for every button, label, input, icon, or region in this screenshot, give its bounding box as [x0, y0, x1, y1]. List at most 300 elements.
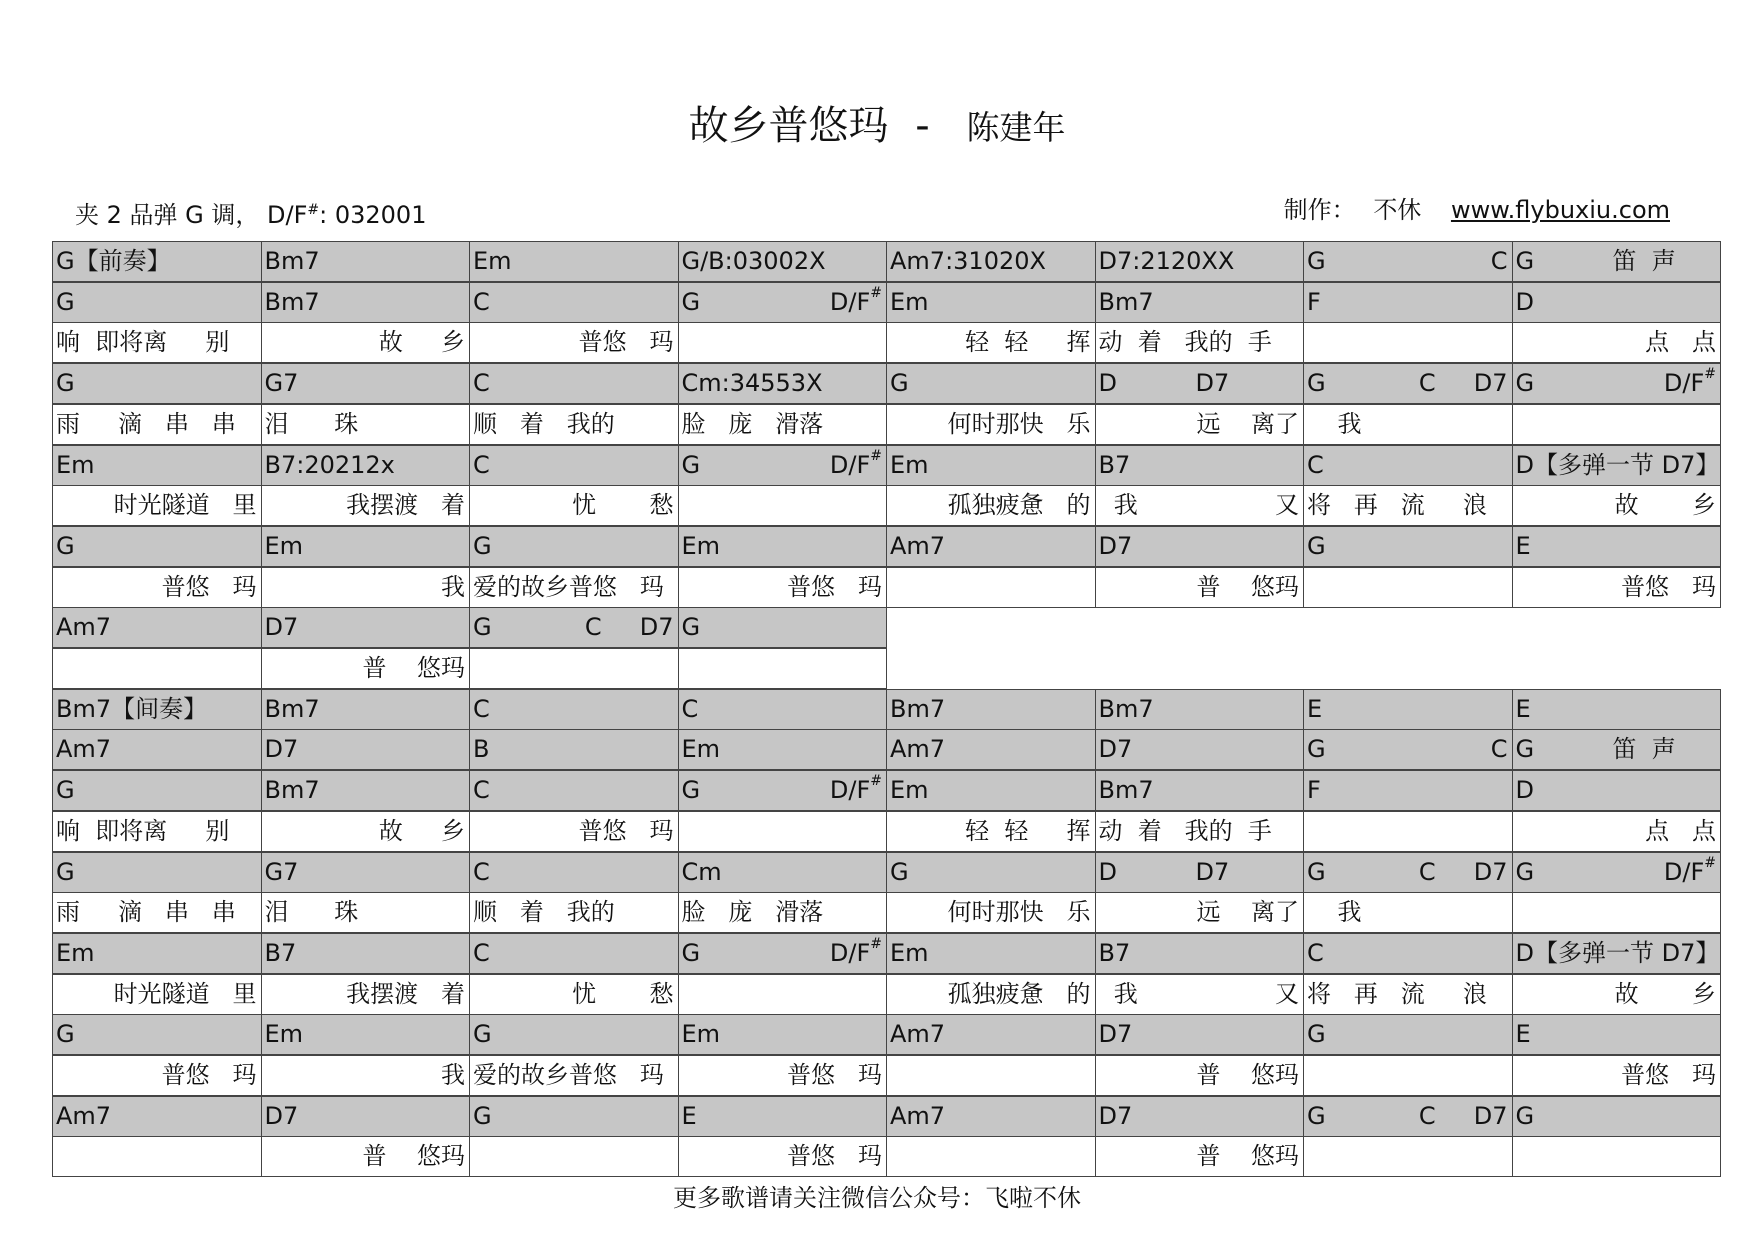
chord-label: C [473, 694, 490, 723]
chord-cell [678, 689, 888, 730]
chord-label: F [1307, 287, 1321, 316]
fingering-text: : 032001 [319, 201, 427, 229]
lyric-right-text [1196, 1056, 1299, 1095]
lyric-right-text [1621, 568, 1716, 607]
lyric-right-text [1196, 893, 1299, 932]
lyric-right-text [572, 486, 673, 525]
chord-label: Cm [681, 857, 722, 886]
chord-label: Em [890, 450, 929, 479]
capo-text: 夹 2 品弹 G 调， D/F [75, 201, 308, 229]
chord-label: Am7 [56, 735, 112, 764]
chord-right-label [1419, 853, 1508, 892]
chord-label: G [56, 287, 75, 316]
lyric-cell [1303, 1136, 1513, 1177]
right-text: 忧 愁 [572, 491, 674, 520]
lyric-cell [678, 1136, 888, 1177]
right-text: 点 点 [1645, 816, 1716, 845]
chord-cell [678, 1014, 888, 1055]
lyric-text: 雨 滴 串 串 [56, 409, 236, 438]
chord-cell [52, 282, 262, 323]
chord-label: Em [890, 776, 929, 805]
chord-cell [1303, 445, 1513, 486]
lyric-cell [52, 892, 262, 933]
chord-cell [1303, 933, 1513, 974]
chord-label: Em [681, 531, 721, 560]
lyric-right-text [114, 975, 257, 1014]
chord-label: Em [890, 287, 929, 316]
lyric-right-text [1621, 1056, 1716, 1095]
chord-cell [886, 1014, 1096, 1055]
lyric-cell [469, 892, 679, 933]
lyric-right-text [441, 1056, 465, 1095]
chord-cell [1303, 241, 1513, 282]
lyric-cell [1512, 567, 1722, 608]
lyric-right-text [346, 486, 465, 525]
lyric-right-text [965, 812, 1090, 851]
chord-cell [261, 933, 471, 974]
lyric-cell [261, 567, 471, 608]
chord-cell [469, 445, 679, 486]
lyric-right-text [379, 323, 465, 362]
lyric-cell [469, 485, 679, 526]
chord-label: Bm7 [1098, 694, 1154, 723]
chord-cell [1095, 1096, 1305, 1137]
right-text: 我 [441, 572, 465, 601]
lyric-cell [1095, 811, 1305, 852]
chord-cell [1512, 729, 1722, 770]
chord-label: G【前奏】 [56, 247, 171, 275]
lyric-cell [261, 1055, 471, 1096]
chord-label: G [1307, 1101, 1326, 1130]
chord-cell [678, 770, 888, 811]
chord-cell [886, 1096, 1096, 1137]
chord-label: E [1515, 694, 1531, 723]
lyric-cell [1303, 567, 1513, 608]
right-text: 普悠 玛 [787, 1142, 882, 1171]
right-text: D/F [829, 776, 871, 805]
right-text: 点 点 [1645, 328, 1716, 357]
chord-label: C [473, 450, 490, 479]
lyric-text: 我 [1307, 409, 1362, 438]
lyric-cell [1095, 892, 1305, 933]
mid-label: D7 [1195, 369, 1230, 398]
lyric-text: 顺 着 我的 [473, 409, 615, 438]
lyric-cell [1303, 404, 1513, 445]
chord-label: Bm7 [264, 287, 320, 316]
chord-cell [52, 689, 262, 730]
lyric-cell [1512, 892, 1722, 933]
chord-cell [52, 241, 262, 282]
right-text: 普 悠玛 [1196, 1061, 1299, 1089]
lyric-right-text [787, 568, 882, 607]
chord-label: D [1515, 776, 1534, 805]
lyric-text: 我 [1307, 898, 1362, 927]
chord-label: B [473, 735, 490, 764]
chord-cell [678, 852, 888, 893]
right-text: C D7 [1418, 857, 1508, 886]
chord-label: G [1515, 247, 1535, 275]
right-text: 普悠 玛 [161, 1061, 257, 1089]
chord-label: D【多弹一节 D7】 [1515, 450, 1720, 479]
chord-label: G [56, 369, 75, 398]
right-text: C D7 [584, 613, 674, 642]
lyric-cell [52, 1055, 262, 1096]
lyric-cell [469, 1136, 679, 1177]
capo-info [75, 193, 426, 232]
chord-label: Bm7 [264, 247, 320, 275]
lyric-right-text [1645, 812, 1716, 851]
chord-label: G [56, 776, 75, 805]
right-text: D/F [1663, 369, 1705, 398]
chord-cell [1095, 933, 1305, 974]
chord-label: G [1307, 735, 1326, 764]
chord-cell [469, 282, 679, 323]
footer-note: 更多歌谱请关注微信公众号：飞啦不休 [673, 1184, 1081, 1212]
chord-label: Em [264, 531, 304, 560]
chord-cell [678, 933, 888, 974]
lyric-cell [1095, 974, 1305, 1015]
lyric-cell [261, 322, 471, 363]
sharp-sign: # [870, 447, 882, 464]
chord-label: Am7 [890, 735, 946, 764]
chord-label: G [1307, 857, 1326, 886]
chord-label: Bm7 [264, 776, 320, 805]
chord-label: G [681, 938, 701, 967]
lyric-cell [1095, 1055, 1305, 1096]
chord-label: C [1307, 938, 1324, 967]
chord-label: G [1307, 531, 1326, 560]
chord-cell [261, 1014, 471, 1055]
chord-label: G7 [264, 857, 299, 886]
chord-cell [261, 282, 471, 323]
right-text: 普 悠玛 [1196, 572, 1299, 601]
chord-label: G [681, 776, 701, 805]
lyric-cell [678, 485, 888, 526]
chord-cell [678, 1096, 888, 1137]
chord-label: G [1307, 247, 1326, 275]
chord-label: C [1307, 450, 1324, 479]
chord-label: Am7:31020X [890, 247, 1046, 275]
chord-cell [1512, 241, 1722, 282]
lyric-cell [469, 322, 679, 363]
chord-cell [886, 729, 1096, 770]
lyric-cell [1512, 485, 1722, 526]
lyric-right-text [379, 812, 465, 851]
lyric-cell [1095, 404, 1305, 445]
right-text: 普 悠玛 [362, 1142, 465, 1171]
chord-label: G [1307, 1020, 1326, 1049]
chord-label: D7 [1098, 1101, 1133, 1130]
chord-cell [886, 933, 1096, 974]
chord-label: G [1515, 369, 1535, 398]
lyric-text: 雨 滴 串 串 [56, 898, 236, 927]
chord-label: G [1307, 369, 1326, 398]
sharp-sign: # [1704, 854, 1716, 871]
lyric-right-text [948, 975, 1091, 1014]
chord-cell [1303, 282, 1513, 323]
chord-label: B7 [1098, 938, 1131, 967]
right-text: 又 [1275, 979, 1299, 1008]
chord-label: E [1515, 1020, 1531, 1049]
lyric-text: 泪 珠 [264, 409, 359, 438]
chord-label: B7 [264, 938, 297, 967]
right-text: 何时那快 乐 [947, 409, 1091, 438]
lyric-right-text [948, 405, 1091, 444]
chord-cell [1512, 689, 1722, 730]
chord-cell [469, 1014, 679, 1055]
chord-label: Em [681, 735, 721, 764]
lyric-text: 响 即将离 别 [56, 328, 230, 357]
chord-right-label [585, 608, 674, 647]
lyric-cell [1095, 1136, 1305, 1177]
lyric-right-text [787, 1137, 882, 1176]
chord-cell [1512, 282, 1722, 323]
lyric-text: 爱的故乡普悠 玛 [473, 572, 664, 601]
chord-cell [886, 241, 1096, 282]
chord-cell [678, 363, 888, 404]
chord-cell [1095, 852, 1305, 893]
right-text: 故 乡 [1614, 491, 1716, 520]
maker-label: 制作： [1283, 196, 1356, 224]
chord-cell [1303, 1096, 1513, 1137]
lyric-cell [469, 1055, 679, 1096]
sharp-sign: # [870, 935, 882, 952]
lyric-cell [1303, 485, 1513, 526]
title-text: 故乡普悠玛 [688, 103, 889, 149]
right-text: 故 乡 [1614, 979, 1716, 1008]
right-text: 普 悠玛 [362, 654, 465, 682]
chord-label: Bm7 [1098, 776, 1154, 805]
chord-cell [1095, 1014, 1305, 1055]
lyric-right-text [1645, 323, 1716, 362]
lyric-cell [678, 648, 888, 689]
right-text: C [1490, 735, 1508, 764]
chord-cell [469, 1096, 679, 1137]
chord-cell [1512, 852, 1722, 893]
lyric-cell [469, 648, 679, 689]
chord-cell [886, 445, 1096, 486]
website-link[interactable]: www.flybuxiu.com [1450, 196, 1670, 224]
right-text: 普悠 玛 [787, 572, 882, 601]
chord-label: E [681, 1101, 697, 1130]
lyric-text: 响 即将离 别 [56, 816, 230, 845]
right-text: 我 [441, 1061, 465, 1089]
right-text: D/F [1663, 857, 1705, 886]
right-text: C D7 [1418, 369, 1508, 398]
chord-cell [678, 526, 888, 567]
lyric-cell [261, 974, 471, 1015]
chord-label: C [473, 776, 490, 805]
chord-sheet [52, 241, 1720, 1171]
song-title [0, 98, 1754, 156]
lyric-cell [886, 1136, 1096, 1177]
chord-cell [261, 1096, 471, 1137]
chord-cell [52, 363, 262, 404]
chord-label: G [681, 613, 701, 642]
chord-cell [469, 526, 679, 567]
chord-cell [469, 933, 679, 974]
chord-label: Bm7 [264, 694, 320, 723]
right-text: 时光隧道 里 [113, 491, 257, 520]
chord-cell [1095, 363, 1305, 404]
lyric-cell [678, 1055, 888, 1096]
chord-label: G [473, 613, 492, 642]
lyric-cell [1095, 322, 1305, 363]
chord-cell [261, 852, 471, 893]
chord-label: Bm7 [890, 694, 946, 723]
chord-label: D [1098, 369, 1117, 398]
right-text: 普悠 玛 [787, 1061, 882, 1089]
chord-cell [52, 770, 262, 811]
chord-cell [52, 607, 262, 648]
title-separator: - [915, 103, 930, 149]
chord-cell [1303, 689, 1513, 730]
lyric-cell [261, 648, 471, 689]
chord-label: D7 [1098, 735, 1133, 764]
right-text: 普悠 玛 [1621, 1061, 1716, 1089]
lyric-cell [1512, 811, 1722, 852]
lyric-text: 脸 庞 滑落 [681, 898, 824, 927]
right-text: 轻 轻 挥 [965, 816, 1091, 845]
lyric-cell [678, 322, 888, 363]
chord-cell [1303, 363, 1513, 404]
lyric-right-text [1275, 975, 1299, 1014]
lyric-cell [52, 485, 262, 526]
mid-label: D7 [1195, 857, 1230, 886]
maker-info [1284, 193, 1670, 227]
chord-label: Cm:34553X [681, 369, 823, 398]
chord-label: Em [473, 247, 512, 275]
chord-label: D【多弹一节 D7】 [1515, 938, 1720, 967]
chord-label: D [1098, 857, 1117, 886]
lyric-cell [1303, 1055, 1513, 1096]
mid-label: 笛 声 [1612, 247, 1676, 275]
right-text: 我摆渡 着 [346, 979, 465, 1008]
lyric-cell [678, 567, 888, 608]
chord-right-label [830, 934, 882, 973]
chord-label: E [1307, 694, 1323, 723]
lyric-cell [1095, 485, 1305, 526]
chord-cell [52, 933, 262, 974]
chord-label: C [681, 694, 699, 723]
chord-label: Em [890, 938, 929, 967]
chord-right-label [1664, 364, 1716, 403]
lyric-cell [678, 892, 888, 933]
chord-label: G [473, 1020, 492, 1049]
right-text: 孤独疲惫 的 [947, 979, 1091, 1008]
lyric-right-text [1615, 975, 1716, 1014]
chord-cell [678, 445, 888, 486]
chord-cell [886, 770, 1096, 811]
chord-label: B7 [1098, 450, 1131, 479]
chord-label: Bm7 [1098, 287, 1154, 316]
chord-cell [886, 526, 1096, 567]
right-text: 故 乡 [378, 816, 465, 845]
chord-right-label [830, 446, 882, 485]
chord-label: G [681, 450, 701, 479]
lyric-cell [886, 811, 1096, 852]
chord-cell [678, 607, 888, 648]
right-text: 普悠 玛 [1621, 572, 1716, 601]
right-text: 远 离了 [1196, 409, 1299, 438]
lyric-right-text [346, 975, 465, 1014]
chord-label: Em [56, 450, 95, 479]
right-text: 普悠 玛 [578, 328, 674, 357]
lyric-right-text [362, 1137, 465, 1176]
lyric-cell [261, 1136, 471, 1177]
sharp-sign: # [1704, 366, 1716, 383]
chord-label: G [1515, 735, 1535, 764]
lyric-cell [469, 404, 679, 445]
chord-cell [1512, 526, 1722, 567]
lyric-cell [469, 811, 679, 852]
chord-cell [1303, 526, 1513, 567]
right-text: 轻 轻 挥 [965, 328, 1091, 357]
chord-cell [469, 241, 679, 282]
chord-cell [1095, 282, 1305, 323]
lyric-cell [886, 485, 1096, 526]
chord-cell [52, 1014, 262, 1055]
lyric-cell [52, 322, 262, 363]
lyric-right-text [1275, 486, 1299, 525]
lyric-cell [1095, 567, 1305, 608]
lyric-text: 我 [1098, 491, 1138, 520]
lyric-cell [52, 567, 262, 608]
chord-label: C [473, 287, 490, 316]
maker-name: 不休 [1373, 196, 1422, 224]
chord-cell [469, 770, 679, 811]
chord-label: D7 [264, 735, 299, 764]
chord-cell [1303, 852, 1513, 893]
lyric-right-text [579, 812, 674, 851]
chord-cell [261, 607, 471, 648]
lyric-cell [678, 811, 888, 852]
lyric-text: 脸 庞 滑落 [681, 409, 824, 438]
chord-cell [1095, 241, 1305, 282]
chord-cell [678, 282, 888, 323]
chord-label: C [473, 938, 490, 967]
chord-cell [678, 241, 888, 282]
chord-label: C [473, 369, 490, 398]
right-text: 又 [1275, 491, 1299, 520]
lyric-text: 我 [1098, 979, 1138, 1008]
lyric-right-text [1196, 405, 1299, 444]
lyric-right-text [948, 893, 1091, 932]
chord-label: Am7 [56, 1101, 112, 1130]
chord-cell [1512, 933, 1722, 974]
mid-label: 笛 声 [1612, 735, 1676, 764]
chord-cell [52, 729, 262, 770]
lyric-cell [1303, 892, 1513, 933]
chord-label: Am7 [890, 1020, 946, 1049]
lyric-cell [886, 1055, 1096, 1096]
sharp-sign: # [870, 284, 882, 301]
right-text: D/F [829, 450, 871, 479]
chord-cell [261, 729, 471, 770]
lyric-cell [886, 404, 1096, 445]
chord-label: G [1515, 1101, 1535, 1130]
right-text: 时光隧道 里 [113, 979, 257, 1008]
chord-label: G [890, 857, 909, 886]
lyric-right-text [787, 1056, 882, 1095]
chord-cell [469, 689, 679, 730]
chord-cell [886, 852, 1096, 893]
chord-label: Am7 [890, 1101, 946, 1130]
lyric-cell [1512, 1136, 1722, 1177]
chord-cell [261, 526, 471, 567]
chord-label: Em [681, 1020, 721, 1049]
lyric-cell [886, 892, 1096, 933]
